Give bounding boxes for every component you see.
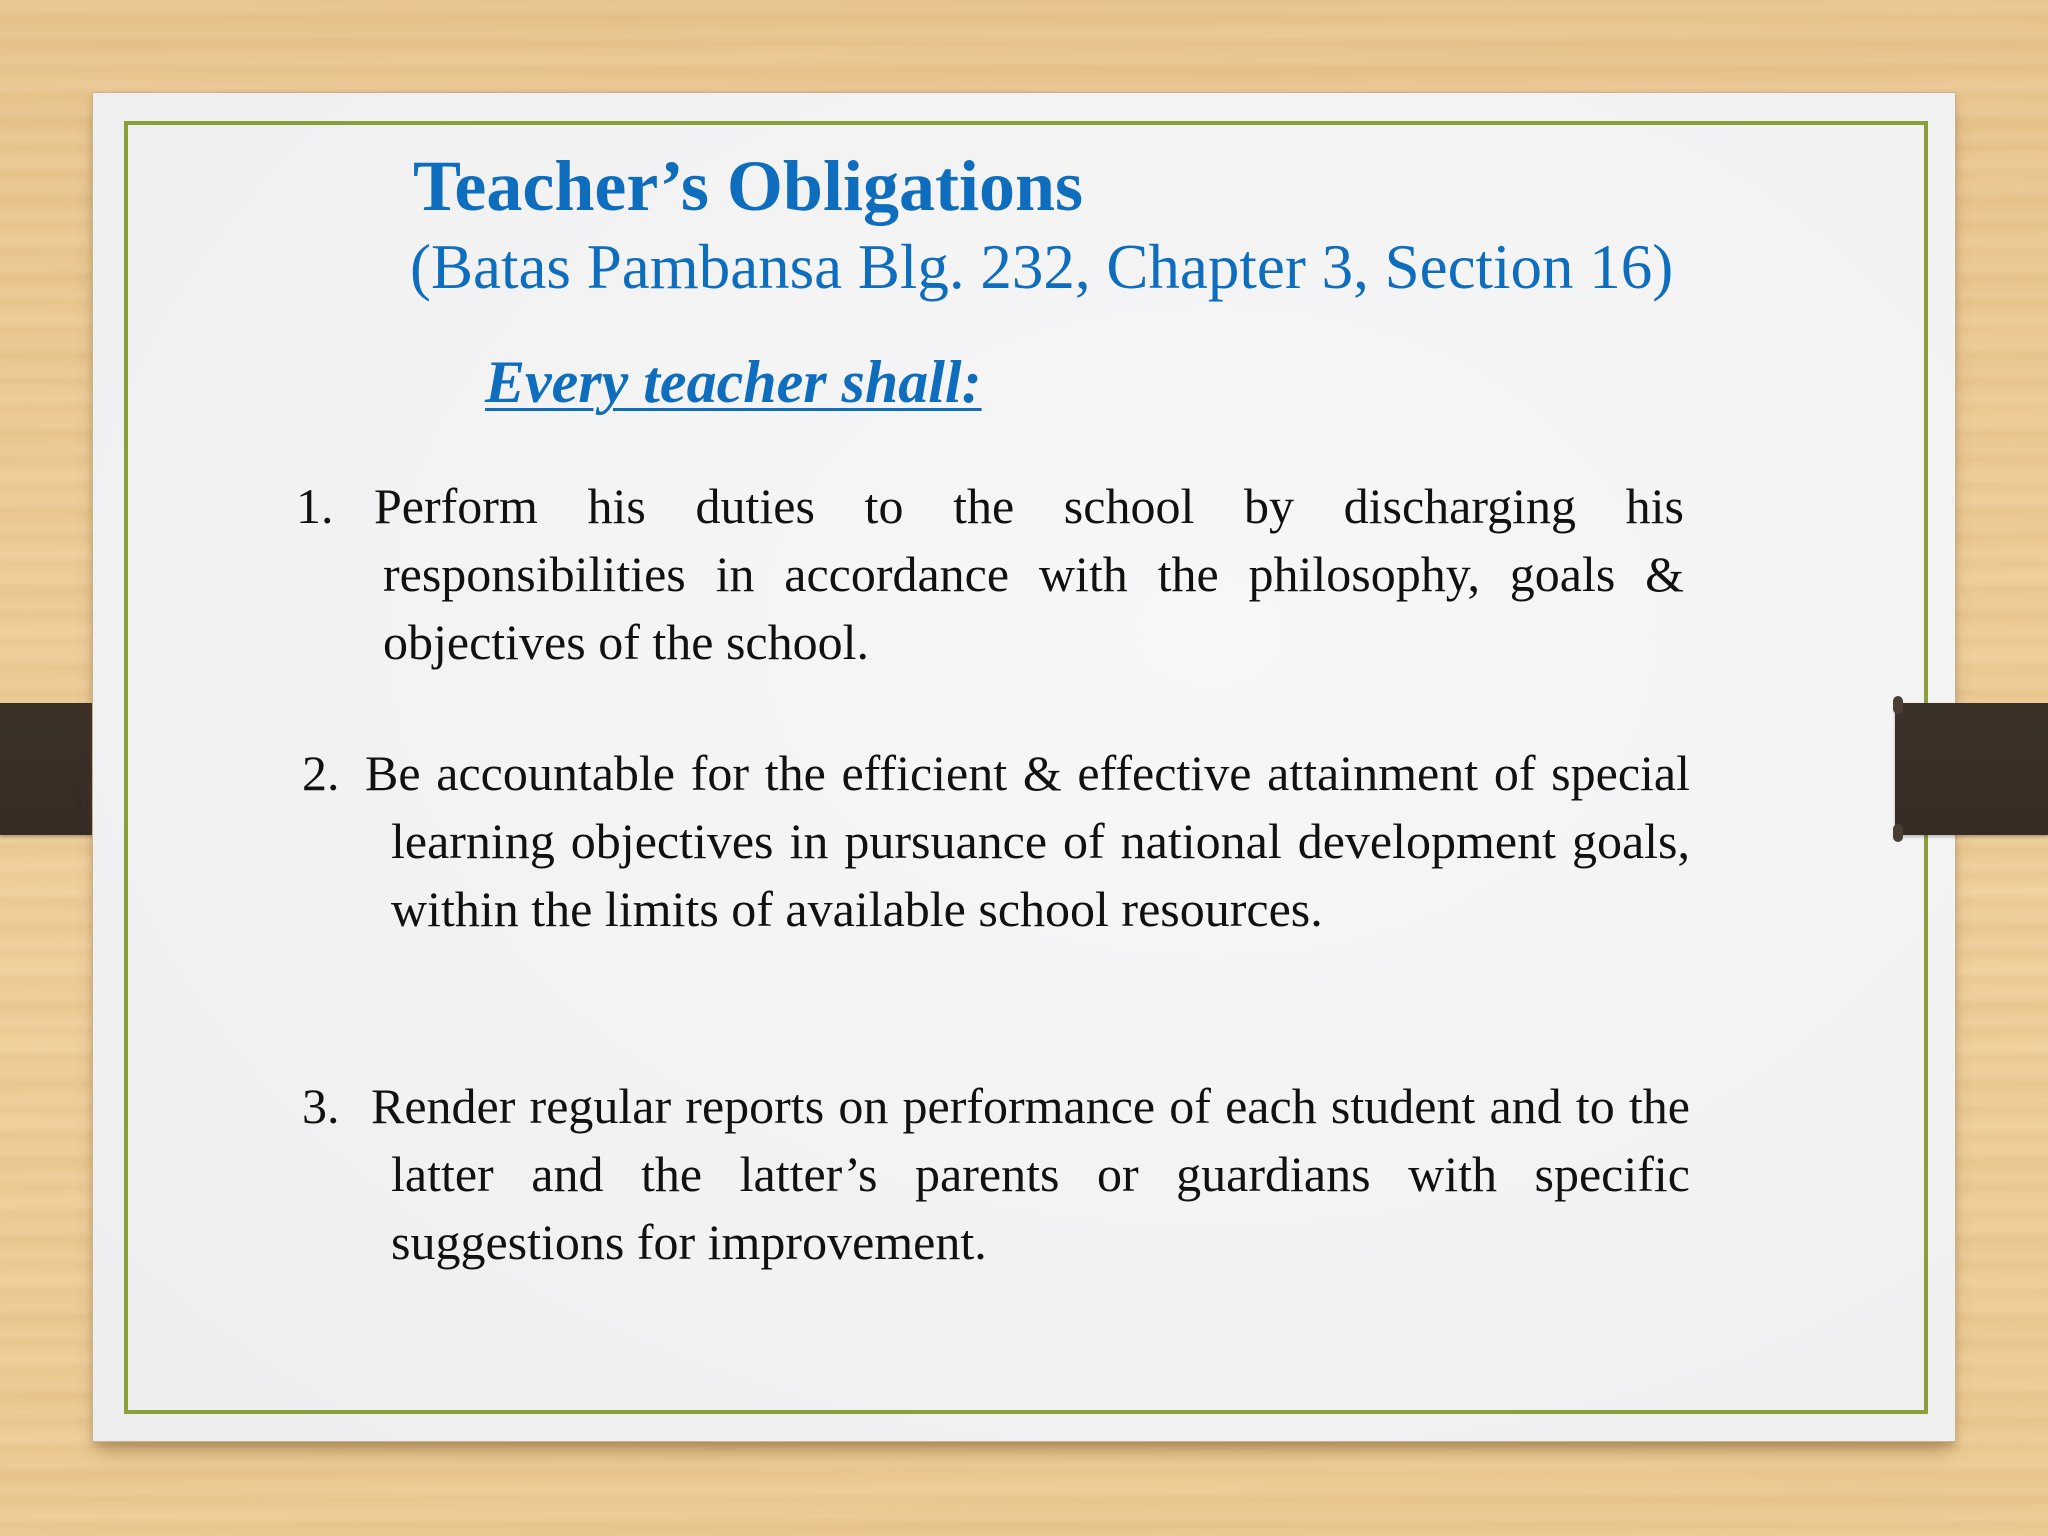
right-strap-decoration <box>1895 703 2048 835</box>
item-number: 1. <box>296 478 334 534</box>
item-number: 3. <box>302 1078 340 1134</box>
obligation-item-3 <box>302 1072 1690 1276</box>
item-text: Perform his duties to the school by discharging his responsibilities in accordance with the philosophy, goals & objectives of the school. <box>374 478 1684 670</box>
item-text: Be accountable for the efficient & effective attainment of special learning objectives in pursuance of national development goals, within the limits of available school resources. <box>365 745 1690 937</box>
slide-title: Teacher’s Obligations <box>413 146 1084 226</box>
item-text: Render regular reports on performance of each student and to the latter and the latter’s parents or guardians with specific suggestions for improvement. <box>371 1078 1690 1270</box>
slide-subtitle: (Batas Pambansa Blg. 232, Chapter 3, Section 16) <box>410 232 1674 302</box>
strap-knob <box>1893 824 1903 842</box>
strap-knob <box>1893 696 1903 714</box>
item-number: 2. <box>302 745 340 801</box>
lead-heading: Every teacher shall: <box>485 349 982 415</box>
obligation-item-2 <box>302 739 1690 943</box>
obligation-item-1 <box>296 472 1684 676</box>
